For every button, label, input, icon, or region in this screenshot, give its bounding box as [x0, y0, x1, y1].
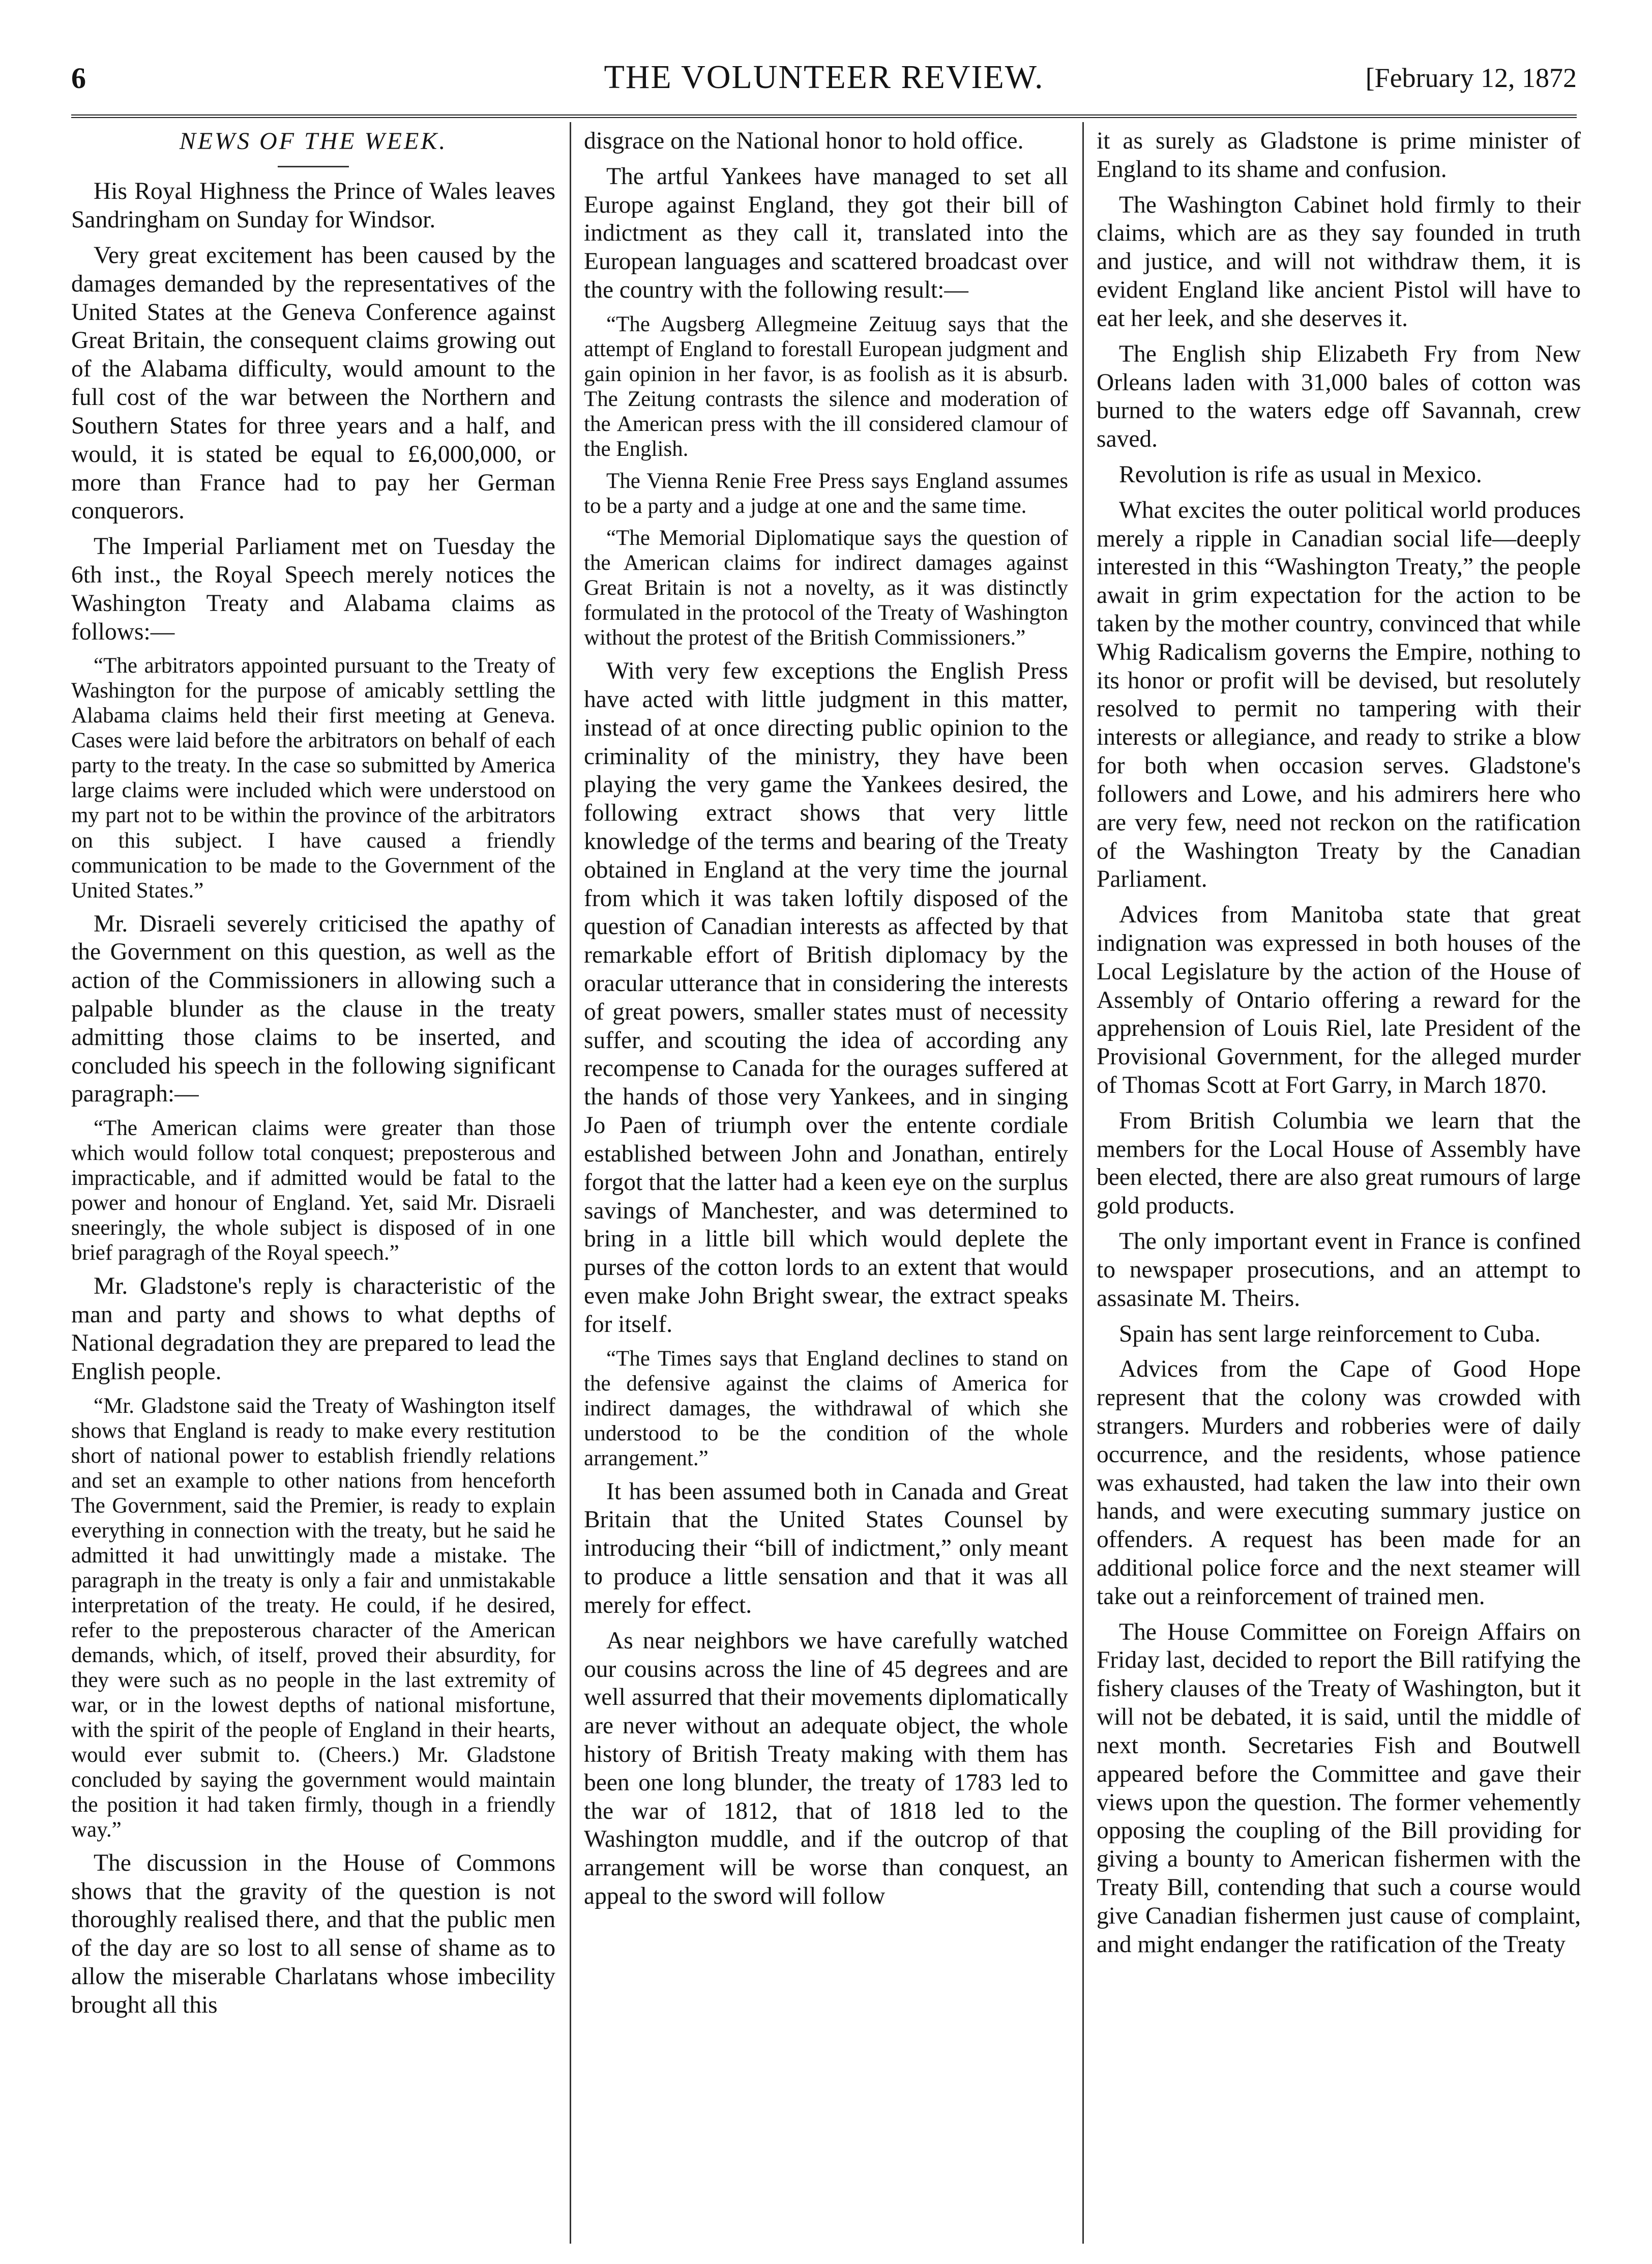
column-divider — [570, 122, 571, 2244]
paragraph: Advices from the Cape of Good Hope represent that the colony was crowded with strangers. Murders and robberies were of daily occurrence, and the residents, whose patience was exhausted, had taken the law into their own hands, and were executing summary justice on offenders. A request has been made for an additional police force and the next steamer will take out a reinforcement of trained men. — [1097, 1356, 1581, 1610]
paragraph: it as surely as Gladstone is prime minister of England to its shame and confusion. — [1097, 128, 1581, 183]
quote-paragraph: The Vienna Renie Free Press says England assumes to be a party and a judge at one and the same time. — [584, 469, 1068, 518]
masthead — [71, 56, 1577, 112]
paragraph: The English ship Elizabeth Fry from New Orleans laden with 31,000 bales of cotton was burned to the waters edge off Savannah, crew saved. — [1097, 340, 1581, 453]
paragraph: The Washington Cabinet hold firmly to their claims, which are as they say founded in truth and justice, and will not withdraw them, it is evident England like ancient Pistol will have to eat her leek, and she deserves it. — [1097, 191, 1581, 332]
header-rule — [71, 114, 1577, 118]
paragraph: disgrace on the National honor to hold office. — [584, 128, 1024, 154]
column-1 — [71, 127, 555, 2027]
quote-paragraph: “The arbitrators appointed pursuant to the Treaty of Washington for the purpose of amicably settling the Alabama claims held their first meeting at Geneva. Cases were laid before the arbitrators on behalf of each party to the treaty. In the case so submitted by America large claims were included which were understood on my part not to be within the province of the arbitrators on this subject. I have caused a friendly communication to be made to the Government of the United States.” — [71, 654, 555, 903]
heading-rule — [278, 166, 349, 167]
paragraph: The artful Yankees have managed to set all Europe against England, they got their bill of indictment as they call it, translated into the European languages and scattered broadcast over the country with the following result:— — [584, 163, 1068, 304]
column-divider — [1082, 122, 1084, 2244]
paragraph: What excites the outer political world produces merely a ripple in Canadian social life—deeply interested in this “Washington Treaty,” the people await in grim expectation for the action to be taken by the mother country, convinced that while Whig Radicalism governs the Empire, nothing to its honor or profit will be devised, but resolutely resolved to permit no tampering with their interests or allegiance, and ready to strike a blow for both when occasion serves. Gladstone's followers and Lowe, and his admirers here who are very few, need not reckon on the ratification of the Washington Treaty by the Canadian Parliament. — [1097, 497, 1581, 893]
paragraph: Revolution is rife as usual in Mexico. — [1119, 461, 1482, 488]
paragraph: It has been assumed both in Canada and Great Britain that the United States Counsel by introducing their “bill of indictment,” only meant to produce a little sensation and that it was all merely for effect. — [584, 1478, 1068, 1618]
issue-date: [February 12, 1872 — [1365, 63, 1577, 93]
quote-paragraph: “The American claims were greater than those which would follow total conquest; preposterous and impracticable, and if admitted would be fatal to the power and honour of England. Yet, said Mr. Disraeli sneeringly, the whole subject is disposed of in one brief paragragh of the Royal speech.” — [71, 1116, 555, 1265]
section-heading: NEWS OF THE WEEK. — [179, 128, 448, 155]
paragraph: The discussion in the House of Commons shows that the gravity of the question is not thoroughly realised there, and that the public men of the day are so lost to all sense of shame as to allow the miserable Charlatans whose imbecility brought all this — [71, 1849, 555, 2018]
column-3 — [1097, 127, 1581, 1966]
paragraph: The House Committee on Foreign Affairs on Friday last, decided to report the Bill ratifying the fishery clauses of the Treaty of Washington, but it will not be debated, it is said, until the middle of next month. Secretaries Fish and Boutwell appeared before the Committee and gave their views upon the question. The former vehemently opposing the coupling of the Bill providing for giving a bounty to American fishermen with the Treaty Bill, contending that such a course would give Canadian fishermen just cause of complaint, and might endanger the ratification of the Treaty — [1097, 1618, 1581, 1958]
newspaper-title: THE VOLUNTEER REVIEW. — [604, 59, 1044, 96]
paragraph: Mr. Disraeli severely criticised the apathy of the Government on this question, as well as the action of the Commissioners in allowing such a palpable blunder as the clause in the treaty admitting those claims to be inserted, and concluded his speech in the following significant paragraph:— — [71, 910, 555, 1108]
paragraph: From British Columbia we learn that the members for the Local House of Assembly have been elected, there are also great rumours of large gold products. — [1097, 1107, 1581, 1220]
quote-paragraph: “Mr. Gladstone said the Treaty of Washington itself shows that England is ready to make every restitution short of national power to establish friendly relations and set an example to other nations from henceforth The Government, said the Premier, is ready to explain everything in connection with the treaty, but he said he admitted it had unwittingly made a mistake. The paragraph in the treaty is only a fair and unmistakable interpretation of the treaty. He could, if he desired, refer to the preposterous character of the American demands, which, of itself, proved their absurdity, for they were such as no people in the last extremity of war, or in the lowest depths of national misfortune, with the spirit of the people of England in their hearts, would ever submit to. (Cheers.) Mr. Gladstone concluded by saying the government would maintain the position it had taken firmly, though in a friendly way.” — [71, 1394, 555, 1842]
paragraph: Advices from Manitoba state that great indignation was expressed in both houses of the Local Legislature by the action of the House of Assembly of Ontario offering a reward for the apprehension of Louis Riel, late President of the Provisional Government, for the alleged murder of Thomas Scott at Fort Garry, in March 1870. — [1097, 902, 1581, 1098]
paragraph: With very few exceptions the English Press have acted with little judgment in this matter, instead of at once directing public opinion to the criminality of the ministry, they have been playing the very game the Yankees desired, the following extract shows that very little knowledge of the terms and bearing of the Treaty obtained in England at the very time the journal from which it was taken loftily disposed of the question of Canadian interests as affected by that remarkable effort of British diplomacy by the oracular utterance that in considering the interests of great powers, smaller states must of necessity suffer, and scouting the idea of according any recompense to Canada for the ourages suffered at the hands of those very Yankees, and in singing Jo Paen of triumph over the entente cordiale established between John and Jonathan, entirely forgot that the latter had a keen eye on the surplus savings of Manchester, and was determined to bring in a little bill which would deplete the purses of the cotton lords to an extent that would even make John Bright swear, the extract speaks for itself. — [584, 658, 1068, 1338]
quote-paragraph: “The Augsberg Allegmeine Zeituug says that the attempt of England to forestall European judgment and gain opinion in her favor, is as foolish as it is absurb. The Zeitung contrasts the silence and moderation of the American press with the ill considered clamour of the English. — [584, 312, 1068, 461]
quote-paragraph: “The Memorial Diplomatique says the question of the American claims for indirect damages against Great Britain is not a novelty, as it was distinctly formulated in the protocol of the Treaty of Washington without the protest of the British Commissioners.” — [584, 526, 1068, 650]
paragraph: Mr. Gladstone's reply is characteristic of the man and party and shows to what depths of National degradation they are prepared to lead the English people. — [71, 1273, 555, 1385]
paragraph: His Royal Highness the Prince of Wales leaves Sandringham on Sunday for Windsor. — [71, 178, 555, 234]
page-number: 6 — [71, 62, 86, 95]
paragraph: Spain has sent large reinforcement to Cuba. — [1119, 1320, 1541, 1347]
paragraph: Very great excitement has been caused by the damages demanded by the representatives of the United States at the Geneva Conference against Great Britain, the consequent claims growing out of the Alabama difficulty, would amount to the full cost of the war between the Northern and Southern States for three years and a half, and would, it is stated be equal to £6,000,000, or more than France had to pay her German conquerors. — [71, 242, 555, 525]
column-2 — [584, 127, 1068, 1918]
paragraph: As near neighbors we have carefully watched our cousins across the line of 45 degrees and are well assurred that their movements diplomatically are never without an adequate object, the whole history of British Treaty making with them has been one long blunder, the treaty of 1783 led to the war of 1812, that of 1818 led to the Washington muddle, and if the outcrop of that arrangement will be worse than conquest, an appeal to the sword will follow — [584, 1627, 1068, 1910]
paragraph: The Imperial Parliament met on Tuesday the 6th inst., the Royal Speech merely notices the Washington Treaty and Alabama claims as follows:— — [71, 533, 555, 645]
paragraph: The only important event in France is confined to newspaper prosecutions, and an attempt to assasinate M. Theirs. — [1097, 1228, 1581, 1312]
quote-paragraph: “The Times says that England declines to stand on the defensive against the claims of America for indirect damages, the withdrawal of which she understood to be the condition of the whole arrangement.” — [584, 1346, 1068, 1470]
